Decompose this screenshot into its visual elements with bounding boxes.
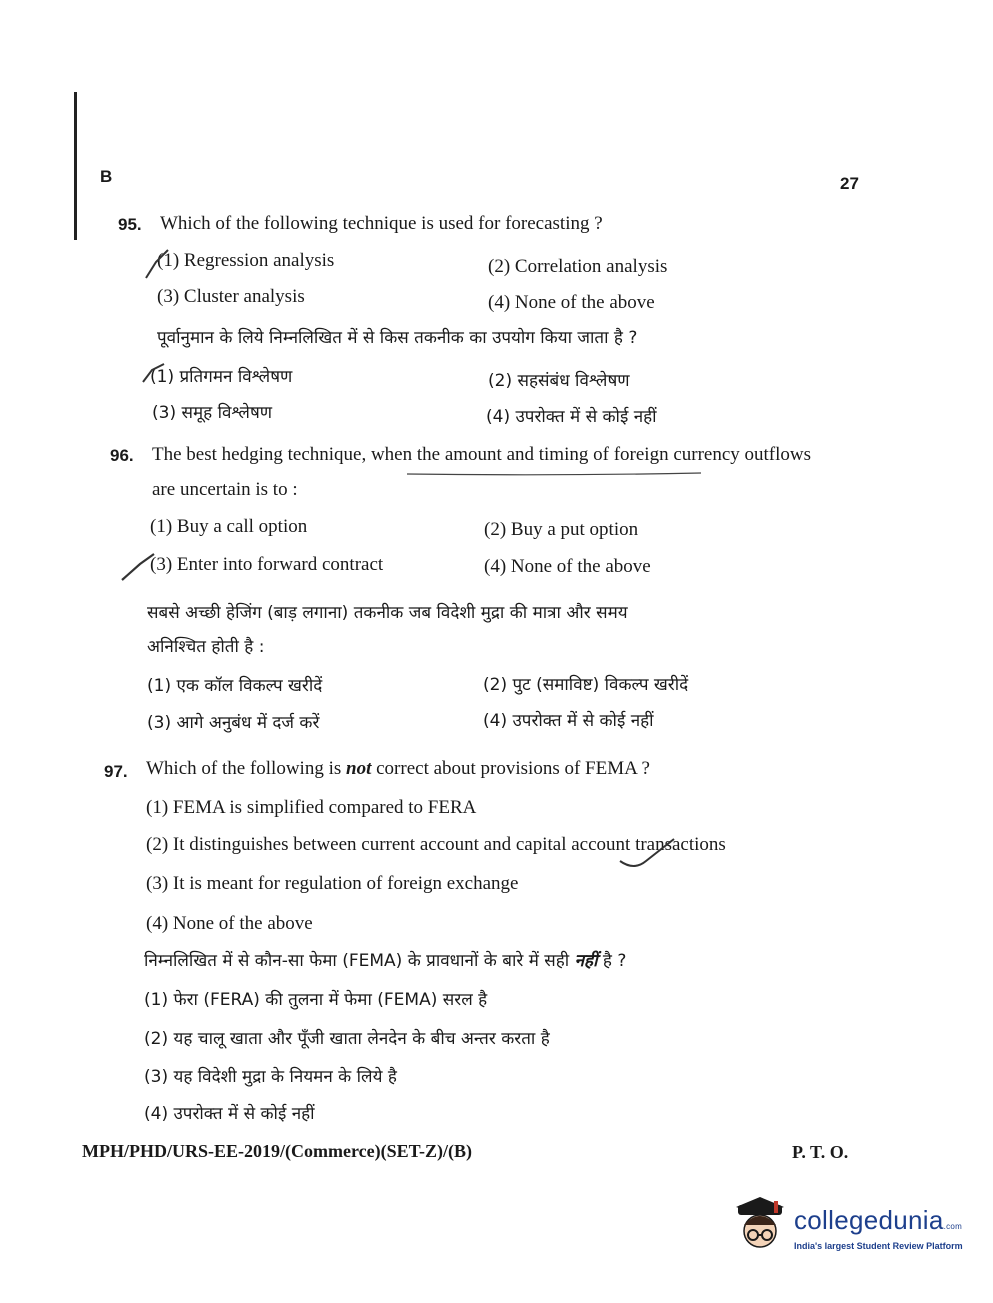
- question-emphasis: नहीं: [574, 951, 598, 971]
- set-letter: B: [100, 167, 113, 186]
- option-en-3: (3) Cluster analysis: [157, 286, 305, 307]
- question-text-en-line1: The best hedging technique, when the amount and timing of foreign currency outflows: [152, 444, 812, 465]
- question-text-part: निम्नलिखित में से कौन-सा फेमा (FEMA) के प्रावधानों के बारे में सही: [144, 951, 575, 971]
- collegedunia-watermark: [734, 1195, 964, 1265]
- question-text-en-line2: are uncertain is to :: [152, 479, 298, 500]
- option-hi-4: (4) उपरोक्त में से कोई नहीं: [144, 1104, 315, 1124]
- option-hi-3: (3) यह विदेशी मुद्रा के नियमन के लिये है: [144, 1067, 397, 1087]
- option-hi-1: (1) फेरा (FERA) की तुलना में फेमा (FEMA) सरल है: [144, 990, 488, 1010]
- paper-code: MPH/PHD/URS-EE-2019/(Commerce)(SET-Z)/(B): [82, 1141, 472, 1161]
- question-text-hi: [144, 948, 626, 971]
- question-text-part: correct about provisions of FEMA ?: [371, 758, 650, 779]
- question-emphasis: not: [346, 758, 372, 779]
- pen-underline: [405, 470, 705, 478]
- option-hi-1: (1) प्रतिगमन विश्लेषण: [150, 367, 293, 387]
- question-number: 97.: [104, 762, 128, 781]
- option-en-1: (1) Regression analysis: [157, 250, 335, 271]
- pen-tick-mark: [140, 362, 168, 388]
- question-text-hi-line2: अनिश्चित होती है :: [147, 637, 265, 657]
- question-text-part: है ?: [597, 951, 627, 971]
- question-text-hi-line1: सबसे अच्छी हेजिंग (बाड़ लगाना) तकनीक जब विदेशी मुद्रा की मात्रा और समय: [147, 603, 628, 623]
- option-en-4: (4) None of the above: [484, 556, 651, 577]
- option-hi-3: (3) आगे अनुबंध में दर्ज करें: [147, 713, 320, 733]
- brand-name: collegedunia: [794, 1205, 944, 1235]
- option-hi-4: (4) उपरोक्त में से कोई नहीं: [483, 711, 654, 731]
- brand-tagline: India's largest Student Review Platform: [794, 1241, 963, 1251]
- option-hi-2: (2) यह चालू खाता और पूँजी खाता लेनदेन के बीच अन्तर करता है: [144, 1029, 550, 1049]
- brand-suffix: .com: [943, 1222, 963, 1231]
- option-en-3: (3) Enter into forward contract: [150, 554, 384, 575]
- margin-line: [74, 92, 77, 240]
- question-number: 95.: [118, 215, 142, 234]
- mascot-icon: [734, 1195, 790, 1257]
- option-en-1: (1) FEMA is simplified compared to FERA: [146, 797, 477, 818]
- question-text-part: Which of the following is: [146, 758, 346, 779]
- option-en-2: (2) Buy a put option: [484, 519, 639, 540]
- question-text-en: [146, 758, 650, 780]
- page-number: 27: [840, 174, 859, 193]
- question-text-hi: पूर्वानुमान के लिये निम्नलिखित में से किस तकनीक का उपयोग किया जाता है ?: [157, 328, 638, 348]
- question-number: 96.: [110, 446, 134, 465]
- pen-tick-mark: [618, 835, 678, 875]
- pen-tick-mark: [142, 248, 172, 284]
- option-hi-1: (1) एक कॉल विकल्प खरीदें: [147, 676, 323, 696]
- option-en-4: (4) None of the above: [488, 292, 655, 313]
- option-en-3: (3) It is meant for regulation of foreign exchange: [146, 873, 519, 894]
- question-text-en: Which of the following technique is used for forecasting ?: [160, 213, 603, 234]
- option-en-1: (1) Buy a call option: [150, 516, 308, 537]
- option-en-2: (2) Correlation analysis: [488, 256, 668, 277]
- pto-label: P. T. O.: [792, 1142, 849, 1162]
- pen-tick-mark: [118, 550, 158, 584]
- option-hi-3: (3) समूह विश्लेषण: [152, 403, 273, 423]
- option-hi-2: (2) सहसंबंध विश्लेषण: [488, 371, 630, 391]
- option-hi-4: (4) उपरोक्त में से कोई नहीं: [486, 407, 657, 427]
- option-hi-2: (2) पुट (समाविष्ट) विकल्प खरीदें: [483, 675, 689, 695]
- option-en-4: (4) None of the above: [146, 913, 313, 934]
- option-en-2: (2) It distinguishes between current account and capital account transactions: [146, 834, 726, 855]
